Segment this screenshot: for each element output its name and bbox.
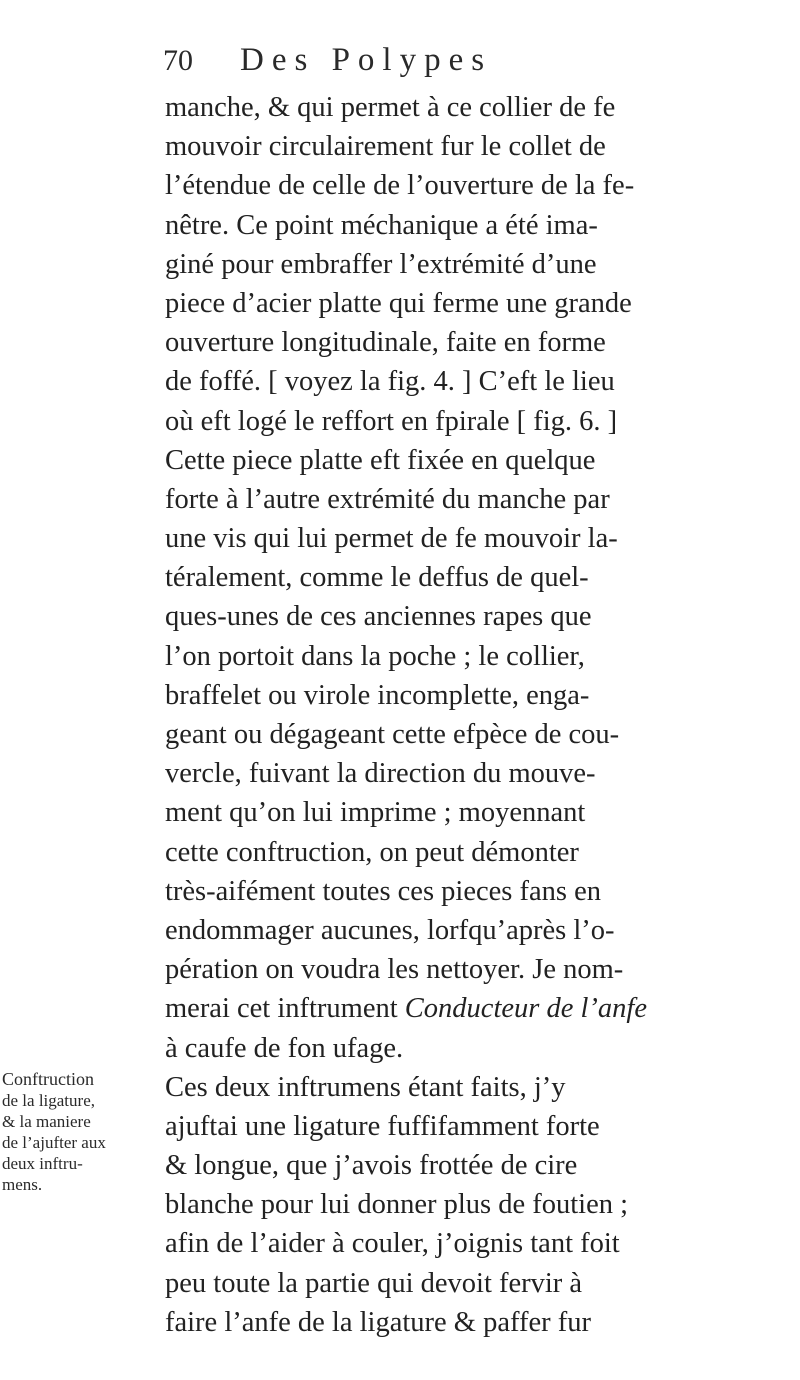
text-line: ment qu’on lui imprime ; moyennant [165, 797, 586, 829]
text-line: ques-unes de ces anciennes rapes que [165, 601, 592, 633]
text-line: afin de l’aider à couler, j’oignis tant foit [165, 1228, 620, 1260]
text-line: vercle, fuivant la direction du mouve- [165, 758, 596, 790]
text-line: faire l’anfe de la ligature & paffer fur [165, 1306, 591, 1338]
text-line: forte à l’autre extrémité du manche par [165, 483, 610, 515]
margin-note-line: de l’ajufter aux [2, 1133, 106, 1152]
text-line: nêtre. Ce point méchanique a été ima- [165, 209, 598, 241]
text-line: Cette piece platte eft fixée en quelque [165, 444, 596, 476]
text-line: pération on voudra les nettoyer. Je nom- [165, 954, 624, 986]
margin-note-line: mens. [2, 1175, 43, 1194]
text-line: & longue, que j’avois frottée de cire [165, 1150, 578, 1182]
body-text [165, 88, 775, 1342]
page-header [163, 40, 683, 88]
text-line: cette conftruction, on peut démonter [165, 836, 579, 868]
text-line: téralement, comme le deffus de quel- [165, 562, 589, 594]
text-line: geant ou dégageant cette efpèce de cou- [165, 719, 620, 750]
margin-note-line: & la maniere [2, 1112, 91, 1131]
text-line: ouverture longitudinale, faite en forme [165, 327, 606, 359]
text-line: giné pour embraffer l’extrémité d’une [165, 248, 597, 280]
text-line: à caufe de fon ufage. [165, 1032, 404, 1064]
text-line: endommager aucunes, lorfqu’après l’o- [165, 914, 615, 946]
text-line: mouvoir circulairement fur le collet de [165, 131, 606, 163]
text-line [165, 989, 775, 1028]
page-number: 70 [163, 44, 193, 77]
running-title: Des Polypes [240, 42, 493, 78]
text-line: l’étendue de celle de l’ouverture de la fe- [165, 170, 635, 202]
text-line: Ces deux inftrumens étant faits, j’y [165, 1071, 566, 1103]
text-line: de foffé. [ voyez la fig. 4. ] C’eft le lieu [165, 366, 615, 398]
instrument-name: Conducteur de l’anfe [404, 993, 647, 1025]
text-line: l’on portoit dans la poche ; le collier, [165, 640, 585, 672]
text-line: piece d’acier platte qui ferme une grande [165, 287, 632, 319]
text-line-start: merai cet inftrument [165, 993, 405, 1025]
margin-note-line: Conftruction [2, 1069, 94, 1089]
margin-note [2, 1068, 106, 1195]
margin-note-line: de la ligature, [2, 1091, 95, 1110]
text-line: peu toute la partie qui devoit fervir à [165, 1267, 583, 1299]
text-line: ajuftai une ligature fuffifamment forte [165, 1110, 600, 1142]
text-line: très-aifément toutes ces pieces fans en [165, 875, 602, 907]
text-line: braffelet ou virole incomplette, enga- [165, 679, 590, 711]
text-line: blanche pour lui donner plus de foutien ; [165, 1189, 629, 1221]
margin-note-line: deux inftru- [2, 1154, 83, 1173]
text-line: où eft logé le reffort en fpirale [ fig. 6. ] [165, 405, 618, 437]
text-line: manche, & qui permet à ce collier de fe [165, 92, 616, 123]
text-line: une vis qui lui permet de fe mouvoir la- [165, 523, 618, 555]
